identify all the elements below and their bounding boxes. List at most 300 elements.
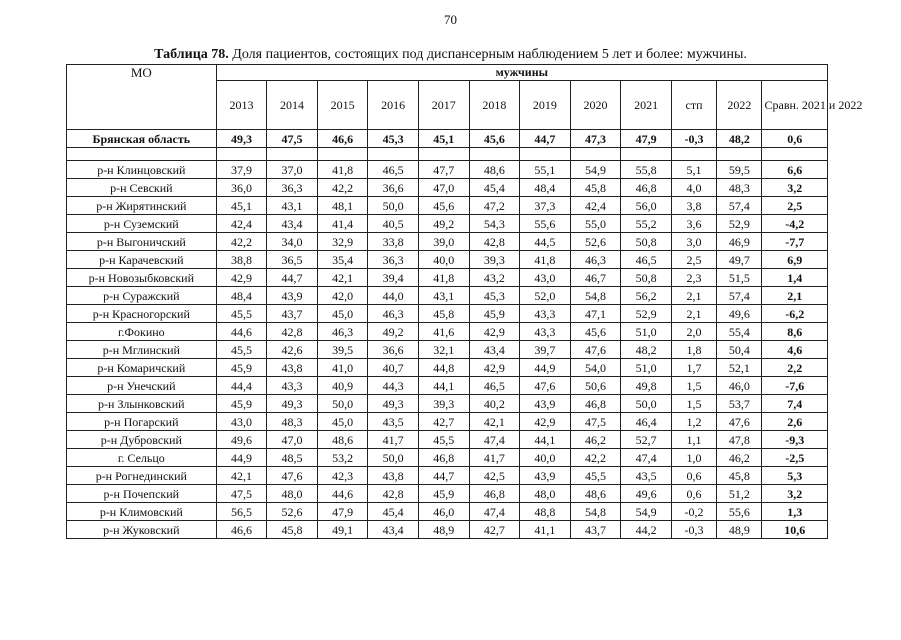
table-cell: 45,9 bbox=[216, 395, 267, 413]
column-header: 2016 bbox=[368, 81, 419, 130]
table-cell: 8,6 bbox=[762, 323, 828, 341]
table-row bbox=[67, 485, 828, 503]
table-cell: 52,7 bbox=[621, 431, 672, 449]
table-cell: 45,8 bbox=[570, 179, 621, 197]
table-cell: 47,7 bbox=[418, 161, 469, 179]
table-cell: 6,9 bbox=[762, 251, 828, 269]
table-cell: 45,5 bbox=[216, 341, 267, 359]
table-cell: 45,4 bbox=[368, 503, 419, 521]
table-cell: 42,9 bbox=[520, 413, 571, 431]
table-cell: 3,8 bbox=[671, 197, 716, 215]
table-cell: 46,8 bbox=[418, 449, 469, 467]
table-cell: 42,7 bbox=[469, 521, 520, 539]
table-cell: 55,8 bbox=[621, 161, 672, 179]
row-name: р-н Унечский bbox=[67, 377, 217, 395]
row-name: р-н Жуковский bbox=[67, 521, 217, 539]
table-cell: 44,6 bbox=[216, 323, 267, 341]
table-cell: 49,7 bbox=[717, 251, 762, 269]
row-name: Брянская область bbox=[67, 130, 217, 148]
table-cell: 49,2 bbox=[418, 215, 469, 233]
table-cell: 45,9 bbox=[216, 359, 267, 377]
table-cell: 45,5 bbox=[570, 467, 621, 485]
table-cell: 45,0 bbox=[317, 413, 368, 431]
table-cell: 42,8 bbox=[469, 233, 520, 251]
row-name: р-н Почепский bbox=[67, 485, 217, 503]
table-cell: 46,8 bbox=[621, 179, 672, 197]
row-name: р-н Климовский bbox=[67, 503, 217, 521]
table-cell: 2,5 bbox=[671, 251, 716, 269]
table-cell: 44,0 bbox=[368, 287, 419, 305]
table-cell: 51,0 bbox=[621, 323, 672, 341]
table-cell: 43,4 bbox=[469, 341, 520, 359]
table-cell: 47,6 bbox=[267, 467, 318, 485]
table-cell: 49,6 bbox=[717, 305, 762, 323]
table-cell: -7,7 bbox=[762, 233, 828, 251]
total-row bbox=[67, 130, 828, 148]
table-cell: 47,0 bbox=[418, 179, 469, 197]
table-cell: 42,4 bbox=[570, 197, 621, 215]
table-cell: 40,2 bbox=[469, 395, 520, 413]
table-cell: 49,6 bbox=[621, 485, 672, 503]
table-cell: 4,0 bbox=[671, 179, 716, 197]
table-cell: 39,5 bbox=[317, 341, 368, 359]
table-row bbox=[67, 449, 828, 467]
table-cell: 1,7 bbox=[671, 359, 716, 377]
column-header: 2014 bbox=[267, 81, 318, 130]
table-cell: 48,6 bbox=[469, 161, 520, 179]
table-cell: 42,9 bbox=[469, 359, 520, 377]
table-cell: 50,0 bbox=[317, 395, 368, 413]
table-cell: 0,6 bbox=[671, 467, 716, 485]
table-cell: 43,3 bbox=[520, 305, 571, 323]
table-cell: 50,0 bbox=[368, 449, 419, 467]
table-cell: 45,6 bbox=[469, 130, 520, 148]
table-cell: 41,7 bbox=[469, 449, 520, 467]
table-cell: 53,7 bbox=[717, 395, 762, 413]
table-cell: 48,3 bbox=[267, 413, 318, 431]
table-cell: 40,5 bbox=[368, 215, 419, 233]
row-name: г.Фокино bbox=[67, 323, 217, 341]
table-cell: 45,5 bbox=[418, 431, 469, 449]
table-cell: 59,5 bbox=[717, 161, 762, 179]
table-cell: 52,0 bbox=[520, 287, 571, 305]
column-header: 2019 bbox=[520, 81, 571, 130]
table-cell: 41,4 bbox=[317, 215, 368, 233]
table-cell: 43,1 bbox=[267, 197, 318, 215]
table-cell: 1,2 bbox=[671, 413, 716, 431]
table-cell: 45,8 bbox=[267, 521, 318, 539]
row-name: р-н Жирятинский bbox=[67, 197, 217, 215]
column-header-mo: МО bbox=[67, 65, 217, 130]
table-cell: -0,3 bbox=[671, 130, 716, 148]
table-cell: 39,0 bbox=[418, 233, 469, 251]
table-cell: -4,2 bbox=[762, 215, 828, 233]
table-cell: 44,6 bbox=[317, 485, 368, 503]
table-cell: 47,4 bbox=[469, 431, 520, 449]
table-cell: 46,5 bbox=[469, 377, 520, 395]
table-cell: 51,0 bbox=[621, 359, 672, 377]
table-cell: 39,3 bbox=[418, 395, 469, 413]
table-cell: 46,6 bbox=[216, 521, 267, 539]
table-cell: 55,4 bbox=[717, 323, 762, 341]
table-row bbox=[67, 197, 828, 215]
table-cell: 39,7 bbox=[520, 341, 571, 359]
table-cell: 47,2 bbox=[469, 197, 520, 215]
table-cell: 55,0 bbox=[570, 215, 621, 233]
table-cell: 47,6 bbox=[570, 341, 621, 359]
table-cell: 36,3 bbox=[368, 251, 419, 269]
table-cell: 47,4 bbox=[469, 503, 520, 521]
table-cell: 49,8 bbox=[621, 377, 672, 395]
table-cell: 47,6 bbox=[717, 413, 762, 431]
table-cell: 45,0 bbox=[317, 305, 368, 323]
table-cell: 47,5 bbox=[570, 413, 621, 431]
table-cell: 46,4 bbox=[621, 413, 672, 431]
table-cell: 41,8 bbox=[520, 251, 571, 269]
table-cell: 47,9 bbox=[621, 130, 672, 148]
table-cell: 50,4 bbox=[717, 341, 762, 359]
table-cell: 1,0 bbox=[671, 449, 716, 467]
table-cell: 48,2 bbox=[717, 130, 762, 148]
table-row bbox=[67, 503, 828, 521]
table-cell: 0,6 bbox=[762, 130, 828, 148]
table-cell: 47,3 bbox=[570, 130, 621, 148]
table-row bbox=[67, 179, 828, 197]
table-caption bbox=[0, 47, 901, 63]
table-cell: 42,4 bbox=[216, 215, 267, 233]
table-cell: 54,9 bbox=[570, 161, 621, 179]
table-cell: 44,7 bbox=[418, 467, 469, 485]
table-cell: 39,3 bbox=[469, 251, 520, 269]
table-cell: 48,1 bbox=[317, 197, 368, 215]
column-header-compare: Сравн. 2021 и 2022 bbox=[762, 81, 828, 130]
table-cell: 47,6 bbox=[520, 377, 571, 395]
table-cell: 46,8 bbox=[570, 395, 621, 413]
table-cell: 39,4 bbox=[368, 269, 419, 287]
data-table bbox=[66, 64, 863, 539]
table-cell: 44,9 bbox=[520, 359, 571, 377]
table-cell: 42,9 bbox=[216, 269, 267, 287]
table-cell: 2,0 bbox=[671, 323, 716, 341]
table-cell: 43,3 bbox=[267, 377, 318, 395]
table-cell: 43,7 bbox=[267, 305, 318, 323]
table-cell: 55,6 bbox=[717, 503, 762, 521]
column-header: 2021 bbox=[621, 81, 672, 130]
spacer-row bbox=[67, 148, 828, 161]
table-cell: 47,5 bbox=[267, 130, 318, 148]
column-header: 2013 bbox=[216, 81, 267, 130]
table-cell: 46,3 bbox=[570, 251, 621, 269]
table-row bbox=[67, 341, 828, 359]
table-cell: 48,6 bbox=[317, 431, 368, 449]
table-cell: 42,2 bbox=[570, 449, 621, 467]
table-cell: 57,4 bbox=[717, 287, 762, 305]
table-cell: 57,4 bbox=[717, 197, 762, 215]
column-header: 2020 bbox=[570, 81, 621, 130]
table-cell: 1,3 bbox=[762, 503, 828, 521]
table-cell: 2,1 bbox=[671, 305, 716, 323]
table-cell: 2,6 bbox=[762, 413, 828, 431]
table-cell: 37,9 bbox=[216, 161, 267, 179]
table-cell: 37,3 bbox=[520, 197, 571, 215]
table-cell: 6,6 bbox=[762, 161, 828, 179]
table-cell: 45,8 bbox=[418, 305, 469, 323]
table-row bbox=[67, 287, 828, 305]
table-cell: 45,9 bbox=[469, 305, 520, 323]
table-cell: 46,2 bbox=[717, 449, 762, 467]
table-cell: 48,2 bbox=[621, 341, 672, 359]
table-cell: 43,8 bbox=[267, 359, 318, 377]
table-cell: 5,1 bbox=[671, 161, 716, 179]
table-cell: 46,2 bbox=[570, 431, 621, 449]
table-cell: 38,8 bbox=[216, 251, 267, 269]
table-cell: 47,5 bbox=[216, 485, 267, 503]
table-cell: 48,0 bbox=[520, 485, 571, 503]
row-name: р-н Клинцовский bbox=[67, 161, 217, 179]
table-cell: -6,2 bbox=[762, 305, 828, 323]
table-cell: 40,7 bbox=[368, 359, 419, 377]
table-cell: 46,3 bbox=[368, 305, 419, 323]
table-row bbox=[67, 521, 828, 539]
table-cell: 41,7 bbox=[368, 431, 419, 449]
table-cell: 54,8 bbox=[570, 287, 621, 305]
row-name: г. Сельцо bbox=[67, 449, 217, 467]
table-cell: 3,6 bbox=[671, 215, 716, 233]
table-cell: 45,3 bbox=[469, 287, 520, 305]
row-name: р-н Дубровский bbox=[67, 431, 217, 449]
table-cell: 43,1 bbox=[418, 287, 469, 305]
table-row bbox=[67, 323, 828, 341]
table-cell: 42,2 bbox=[216, 233, 267, 251]
table-cell: 43,7 bbox=[570, 521, 621, 539]
table-cell: 43,9 bbox=[520, 395, 571, 413]
table-cell: 44,9 bbox=[216, 449, 267, 467]
table-row bbox=[67, 251, 828, 269]
table-cell: 1,5 bbox=[671, 395, 716, 413]
table-cell: 48,4 bbox=[520, 179, 571, 197]
table-cell: 43,5 bbox=[368, 413, 419, 431]
table-cell: 42,1 bbox=[216, 467, 267, 485]
table-row bbox=[67, 377, 828, 395]
table-cell: 48,0 bbox=[267, 485, 318, 503]
caption-label: Таблица 78. bbox=[154, 47, 229, 62]
table-cell: 49,3 bbox=[267, 395, 318, 413]
table-cell: -9,3 bbox=[762, 431, 828, 449]
table-cell: 48,6 bbox=[570, 485, 621, 503]
table-row bbox=[67, 431, 828, 449]
table-cell: 42,8 bbox=[368, 485, 419, 503]
table-cell: 54,8 bbox=[570, 503, 621, 521]
table-cell: 43,0 bbox=[216, 413, 267, 431]
table-cell: -0,2 bbox=[671, 503, 716, 521]
table-cell: 7,4 bbox=[762, 395, 828, 413]
row-name: р-н Севский bbox=[67, 179, 217, 197]
table-cell: 44,1 bbox=[418, 377, 469, 395]
table-cell: 36,6 bbox=[368, 179, 419, 197]
table-cell: 49,3 bbox=[368, 395, 419, 413]
table-cell: 1,5 bbox=[671, 377, 716, 395]
table-cell: 46,6 bbox=[317, 130, 368, 148]
table-cell: 46,8 bbox=[469, 485, 520, 503]
table-cell: 45,5 bbox=[216, 305, 267, 323]
table-cell: 43,4 bbox=[267, 215, 318, 233]
table-cell: 32,9 bbox=[317, 233, 368, 251]
table-cell: 42,8 bbox=[267, 323, 318, 341]
table-cell: 52,6 bbox=[570, 233, 621, 251]
table-cell: 44,2 bbox=[621, 521, 672, 539]
table-cell: 46,5 bbox=[368, 161, 419, 179]
table-cell: 41,8 bbox=[317, 161, 368, 179]
table-cell: 42,9 bbox=[469, 323, 520, 341]
table-cell: 50,0 bbox=[621, 395, 672, 413]
page-number: 70 bbox=[444, 12, 457, 27]
table-cell: 44,5 bbox=[520, 233, 571, 251]
table-cell: 2,1 bbox=[762, 287, 828, 305]
table-cell: 48,8 bbox=[520, 503, 571, 521]
table-cell: 2,3 bbox=[671, 269, 716, 287]
table-cell: 5,3 bbox=[762, 467, 828, 485]
group-header-men: мужчины bbox=[216, 65, 827, 81]
table-cell: 52,6 bbox=[267, 503, 318, 521]
table-cell: 36,5 bbox=[267, 251, 318, 269]
table-cell: 45,8 bbox=[717, 467, 762, 485]
table-cell: 41,1 bbox=[520, 521, 571, 539]
row-name: р-н Злынковский bbox=[67, 395, 217, 413]
table-row bbox=[67, 467, 828, 485]
table-cell: 2,2 bbox=[762, 359, 828, 377]
table-cell: 48,4 bbox=[216, 287, 267, 305]
table-cell: 43,2 bbox=[469, 269, 520, 287]
table-cell: 42,0 bbox=[317, 287, 368, 305]
table-cell: 44,3 bbox=[368, 377, 419, 395]
table-cell: 46,9 bbox=[717, 233, 762, 251]
table-cell: 51,5 bbox=[717, 269, 762, 287]
row-name: р-н Комаричский bbox=[67, 359, 217, 377]
table-cell: 43,4 bbox=[368, 521, 419, 539]
table-cell: 47,4 bbox=[621, 449, 672, 467]
table-cell: 4,6 bbox=[762, 341, 828, 359]
table-cell: 44,4 bbox=[216, 377, 267, 395]
table-cell: 3,2 bbox=[762, 179, 828, 197]
table-cell: 49,6 bbox=[216, 431, 267, 449]
table-cell: 42,2 bbox=[317, 179, 368, 197]
table-cell: 42,3 bbox=[317, 467, 368, 485]
table-row bbox=[67, 161, 828, 179]
table-cell: 50,8 bbox=[621, 233, 672, 251]
table-cell: 54,9 bbox=[621, 503, 672, 521]
row-name: р-н Красногорский bbox=[67, 305, 217, 323]
table-cell: 55,1 bbox=[520, 161, 571, 179]
table-row bbox=[67, 395, 828, 413]
table-cell: 42,6 bbox=[267, 341, 318, 359]
table-row bbox=[67, 413, 828, 431]
table-cell: 46,3 bbox=[317, 323, 368, 341]
table-cell: 37,0 bbox=[267, 161, 318, 179]
table-cell: 40,9 bbox=[317, 377, 368, 395]
table-cell: 41,6 bbox=[418, 323, 469, 341]
table-cell: 43,8 bbox=[368, 467, 419, 485]
table-cell: 46,0 bbox=[418, 503, 469, 521]
row-name: р-н Рогнединский bbox=[67, 467, 217, 485]
table-cell: 55,2 bbox=[621, 215, 672, 233]
table-cell: 40,0 bbox=[418, 251, 469, 269]
table-cell: 44,7 bbox=[520, 130, 571, 148]
table-cell: 43,5 bbox=[621, 467, 672, 485]
table-cell: 43,0 bbox=[520, 269, 571, 287]
table-cell: 0,6 bbox=[671, 485, 716, 503]
table-cell: 2,5 bbox=[762, 197, 828, 215]
row-name: р-н Суражский bbox=[67, 287, 217, 305]
table-row bbox=[67, 215, 828, 233]
table-cell: 48,9 bbox=[418, 521, 469, 539]
table-cell: 50,0 bbox=[368, 197, 419, 215]
table-cell: 41,0 bbox=[317, 359, 368, 377]
table-cell: 44,1 bbox=[520, 431, 571, 449]
table-cell: 50,6 bbox=[570, 377, 621, 395]
table-cell: 44,8 bbox=[418, 359, 469, 377]
table-cell: 42,1 bbox=[469, 413, 520, 431]
table-cell: 52,9 bbox=[621, 305, 672, 323]
table-cell: 52,1 bbox=[717, 359, 762, 377]
table-cell: 47,1 bbox=[570, 305, 621, 323]
column-header: стп bbox=[671, 81, 716, 130]
table-cell: 36,6 bbox=[368, 341, 419, 359]
table-cell: 56,0 bbox=[621, 197, 672, 215]
table-cell: 47,8 bbox=[717, 431, 762, 449]
table-cell: -2,5 bbox=[762, 449, 828, 467]
table-cell: 1,4 bbox=[762, 269, 828, 287]
table-row bbox=[67, 305, 828, 323]
table-cell: 53,2 bbox=[317, 449, 368, 467]
table-cell: 42,5 bbox=[469, 467, 520, 485]
table-cell: 1,1 bbox=[671, 431, 716, 449]
table-cell: 56,2 bbox=[621, 287, 672, 305]
table-cell: 35,4 bbox=[317, 251, 368, 269]
table-cell: -0,3 bbox=[671, 521, 716, 539]
table-cell: 45,1 bbox=[216, 197, 267, 215]
table-cell: 52,9 bbox=[717, 215, 762, 233]
table-cell: 54,0 bbox=[570, 359, 621, 377]
table-cell: 49,1 bbox=[317, 521, 368, 539]
table-body bbox=[67, 130, 828, 539]
table-cell: 42,1 bbox=[317, 269, 368, 287]
column-header: 2018 bbox=[469, 81, 520, 130]
column-header: 2015 bbox=[317, 81, 368, 130]
table-cell: 2,1 bbox=[671, 287, 716, 305]
table-cell: 41,8 bbox=[418, 269, 469, 287]
table-cell: 49,2 bbox=[368, 323, 419, 341]
table-cell: 48,9 bbox=[717, 521, 762, 539]
table-cell: 45,6 bbox=[570, 323, 621, 341]
table-cell: 43,9 bbox=[267, 287, 318, 305]
table-cell: 45,4 bbox=[469, 179, 520, 197]
table-cell: 55,6 bbox=[520, 215, 571, 233]
table-cell: 46,7 bbox=[570, 269, 621, 287]
row-name: р-н Мглинский bbox=[67, 341, 217, 359]
table-cell: 50,8 bbox=[621, 269, 672, 287]
table-cell: 48,5 bbox=[267, 449, 318, 467]
row-name: р-н Новозыбковский bbox=[67, 269, 217, 287]
caption-text: Доля пациентов, состоящих под диспансерным наблюдением 5 лет и более: мужчины. bbox=[228, 47, 747, 62]
table-row bbox=[67, 269, 828, 287]
table-cell: 10,6 bbox=[762, 521, 828, 539]
table-cell: -7,6 bbox=[762, 377, 828, 395]
table-cell: 34,0 bbox=[267, 233, 318, 251]
table-cell: 3,0 bbox=[671, 233, 716, 251]
table-row bbox=[67, 233, 828, 251]
row-name: р-н Выгоничский bbox=[67, 233, 217, 251]
table-cell: 33,8 bbox=[368, 233, 419, 251]
